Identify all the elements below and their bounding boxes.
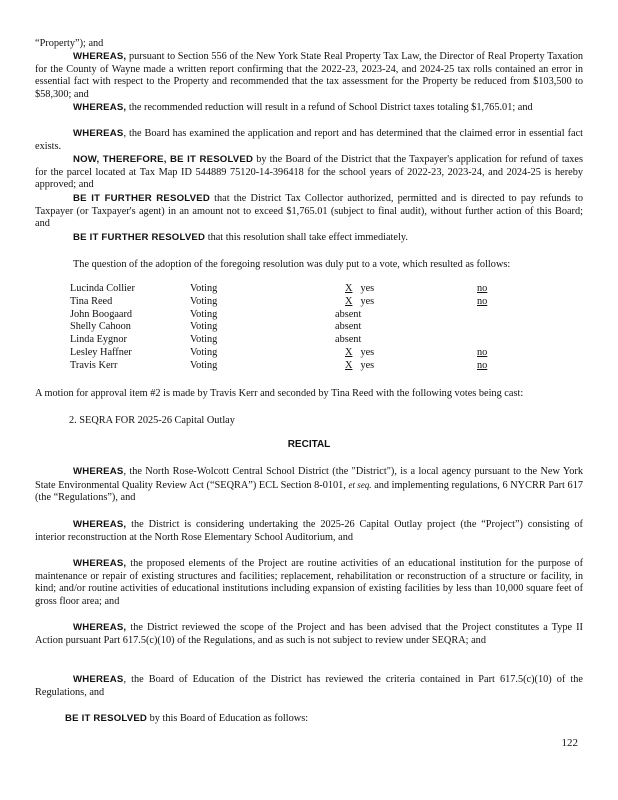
motion-text: A motion for approval item #2 is made by Travis Kerr and seconded by Tina Reed with the following votes being cast: xyxy=(35,388,524,399)
keyword: WHEREAS, xyxy=(73,519,127,530)
member-status: Voting xyxy=(190,346,218,358)
member-status: Voting xyxy=(190,334,218,346)
keyword: WHEREAS, xyxy=(73,51,127,62)
recital-whereas-criteria: WHEREAS, the Board of Education of the District has reviewed the criteria contained in Part 617.5(c)(10) of the Regulations, and xyxy=(35,674,583,698)
vote-row xyxy=(70,360,510,373)
member-name: Shelly Cahoon xyxy=(70,321,131,333)
vote-yes-mark: X xyxy=(345,283,353,294)
vote-no: no xyxy=(477,359,488,371)
recital-be-it-resolved: BE IT RESOLVED by this Board of Education as follows: xyxy=(65,713,309,724)
paragraph-now-therefore: NOW, THEREFORE, BE IT RESOLVED by the Board of the District that the Taxpayer's application for refund of taxes for the parcel located at Tax Map ID 544889 75120-14-396418 for the school years of 2022-23, 2023-24, and 2024-25 is hereby approved; and xyxy=(35,154,583,191)
paragraph-further-resolved-effect: BE IT FURTHER RESOLVED that this resolution shall take effect immediately. xyxy=(73,232,408,243)
paragraph-whereas-report: WHEREAS, pursuant to Section 556 of the New York State Real Property Tax Law, the Director of Real Property Taxation for the County of Wayne made a written report confirming that the 2022-23, 2023-24, and 2024-25 tax rolls contained an error in essential fact with respect to the Property and recommended that the tax assessment for the Property be reduced from $103,500 to $58,300; and xyxy=(35,51,583,100)
member-status: Voting xyxy=(190,359,218,371)
vote-row xyxy=(70,334,510,347)
keyword: NOW, THEREFORE, BE IT RESOLVED xyxy=(73,154,254,165)
vote-yes xyxy=(335,296,374,307)
vote-no: no xyxy=(477,283,488,294)
recital-whereas-elements: WHEREAS, the proposed elements of the Project are routine activities of an educational institution for the purpose of maintenance or repair of existing structures and facilities; replacement, rehabilitation or reconstruction of a structure or facility, in kind; and/or routine activities of educational institutions including expansion of existing facilities by less than 10,000 square feet of gross floor area; and xyxy=(35,558,583,607)
vote-yes xyxy=(335,360,374,371)
vote-row xyxy=(70,283,510,296)
vote-absent: absent xyxy=(335,321,362,333)
vote-yes xyxy=(335,347,374,358)
keyword: WHEREAS xyxy=(73,674,124,685)
member-status: Voting xyxy=(190,283,218,294)
vote-intro: The question of the adoption of the foregoing resolution was duly put to a vote, which resulted as follows: xyxy=(73,259,511,270)
member-name: Tina Reed xyxy=(70,295,113,307)
vote-row xyxy=(70,347,510,360)
vote-yes-label: yes xyxy=(360,346,375,358)
paragraph-whereas-refund: WHEREAS, the recommended reduction will result in a refund of School District taxes totaling $1,765.01; and xyxy=(73,102,533,113)
vote-no: no xyxy=(477,295,488,307)
member-name: John Boogaard xyxy=(70,308,133,320)
paragraph-property: “Property”); and xyxy=(35,38,104,49)
member-name: Lesley Haffner xyxy=(70,346,132,358)
agenda-item-2: 2. SEQRA FOR 2025-26 Capital Outlay xyxy=(69,415,235,426)
keyword: BE IT FURTHER RESOLVED xyxy=(73,193,210,204)
page-number: 122 xyxy=(561,737,578,749)
vote-yes xyxy=(335,283,374,294)
member-status: Voting xyxy=(190,308,218,320)
member-status: Voting xyxy=(190,295,218,307)
recital-heading: RECITAL xyxy=(287,439,331,450)
paragraph-further-resolved-pay: BE IT FURTHER RESOLVED that the District Tax Collector authorized, permitted and is directed to pay refunds to Taxpayer (or Taxpayer's agent) in an amount not to exceed $1,765.01 (subject to final audit), without further action of this Board; and xyxy=(35,193,583,230)
keyword: WHEREAS xyxy=(73,128,124,139)
keyword: WHEREAS, xyxy=(73,558,127,569)
vote-yes-label: yes xyxy=(360,283,375,294)
vote-absent: absent xyxy=(335,334,362,346)
vote-yes-label: yes xyxy=(360,295,375,307)
vote-row xyxy=(70,296,510,309)
vote-table xyxy=(70,283,510,373)
recital-whereas-district: WHEREAS, the North Rose-Wolcott Central School District (the "District"), is a local agency pursuant to the New York State Environmental Quality Review Act (“SEQRA”) ECL Section 8-0101, et seq. and implementing regulations, 6 NYCRR Part 617 (the “Regulations”), and xyxy=(35,466,583,504)
vote-row xyxy=(70,309,510,322)
vote-no: no xyxy=(477,346,488,358)
member-status: Voting xyxy=(190,321,218,333)
keyword: BE IT RESOLVED xyxy=(65,713,148,724)
member-name: Lucinda Collier xyxy=(70,283,135,294)
vote-row xyxy=(70,321,510,334)
paragraph-whereas-board: WHEREAS, the Board has examined the application and report and has determined that the claimed error in essential fact exists. xyxy=(35,128,583,152)
member-name: Linda Eygnor xyxy=(70,334,127,346)
vote-yes-mark: X xyxy=(345,346,353,358)
keyword: BE IT FURTHER RESOLVED xyxy=(73,232,206,243)
recital-whereas-type2: WHEREAS, the District reviewed the scope of the Project and has been advised that the Project constitutes a Type II Action pursuant Part 617.5(c)(10) of the Regulations, and as such is not subject to review under SEQRA; and xyxy=(35,622,583,646)
vote-yes-mark: X xyxy=(345,295,353,307)
member-name: Travis Kerr xyxy=(70,359,118,371)
recital-whereas-project: WHEREAS, the District is considering undertaking the 2025-26 Capital Outlay project (the “Project”) consisting of interior reconstruction at the North Rose Elementary School Auditorium, and xyxy=(35,519,583,543)
vote-absent: absent xyxy=(335,308,362,320)
vote-yes-mark: X xyxy=(345,359,353,371)
keyword: WHEREAS, xyxy=(73,102,127,113)
keyword: WHEREAS, xyxy=(73,622,127,633)
keyword: WHEREAS xyxy=(73,466,124,477)
vote-yes-label: yes xyxy=(360,359,375,371)
